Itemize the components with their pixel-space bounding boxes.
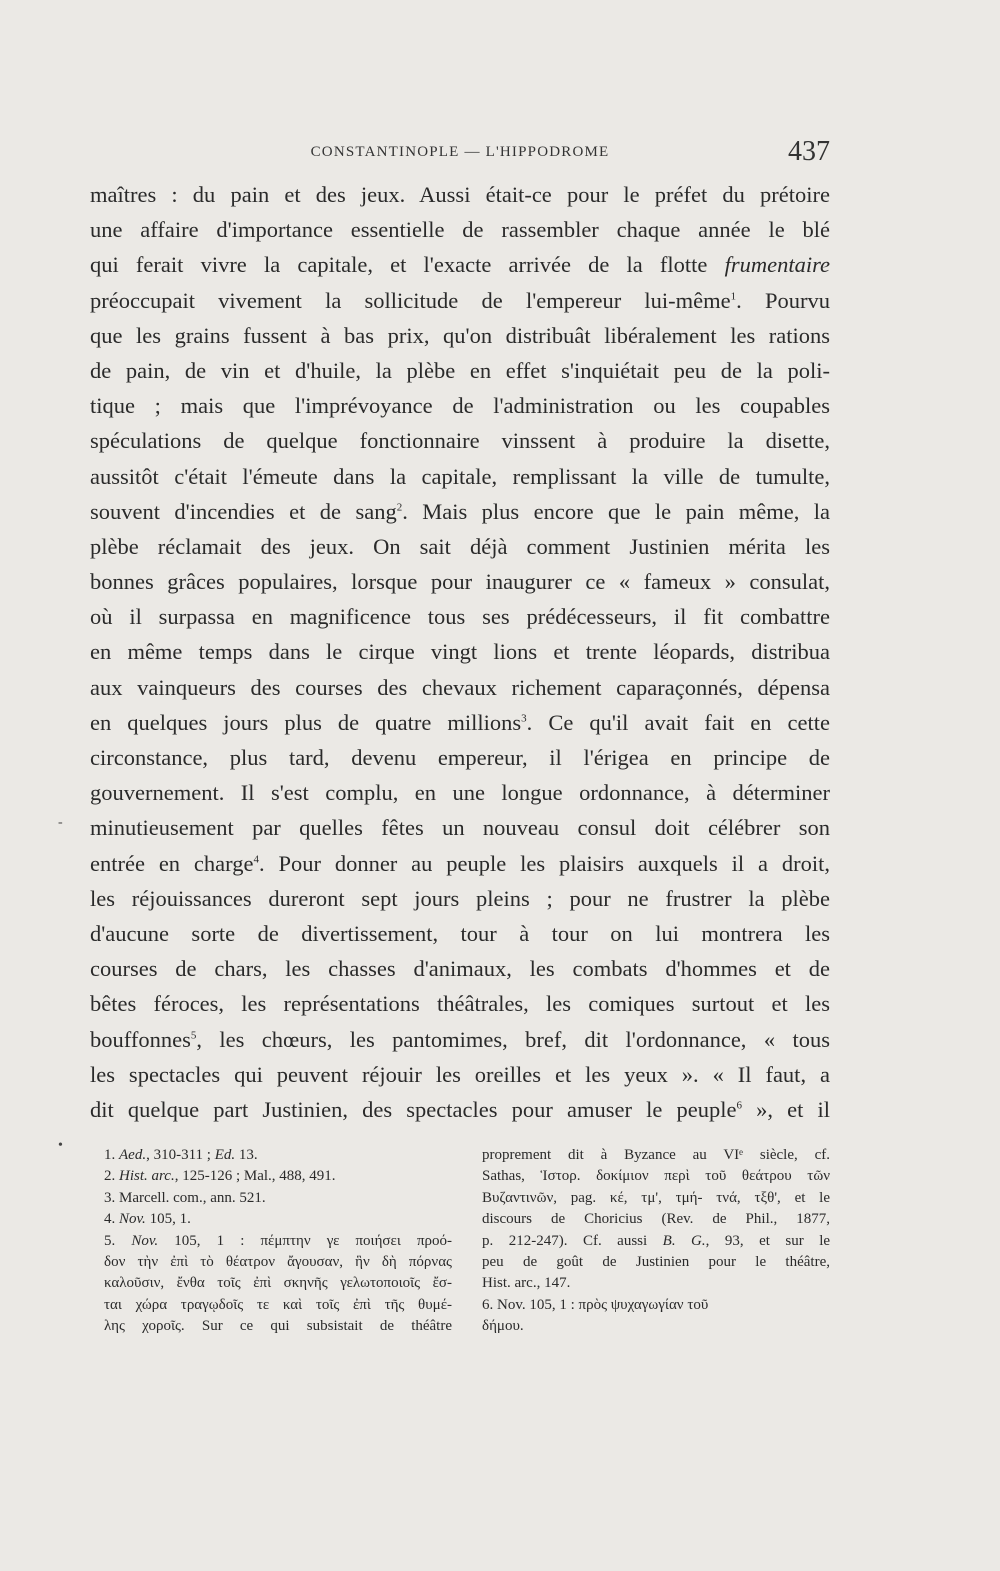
footnote-continuation: λης χοροῖς. Sur ce qui subsistait de théâtre (104, 1318, 452, 1335)
body-line: dit quelque part Justinien, des spectacles pour amuser le peuple$^6$ », et il (90, 1096, 831, 1122)
body-line: bonnes grâces populaires, lorsque pour inaugurer ce « fameux » consulat, (90, 569, 830, 595)
footnote-continuation: δον τὴν ἐπὶ τὸ θέατρον ἄγουσαν, ἣν δὴ πόρνας (104, 1253, 452, 1270)
body-line: les réjouissances dureront sept jours pleins ; pour ne frustrer la plèbe (90, 885, 830, 911)
body-line: entrée en charge$^4$. Pour donner au peuple les plaisirs auxquels il a droit, (90, 850, 830, 876)
note-ref: 2 (396, 501, 403, 514)
footnote-continuation: peu de goût de Justinien pour le théâtre, (482, 1253, 830, 1270)
footnote: 3. Marcell. com., ann. 521. (104, 1189, 266, 1206)
footnotes (90, 1145, 830, 1375)
margin-speck: • (58, 1138, 63, 1153)
body-line: plèbe réclamait des jeux. On sait déjà comment Justinien mérita les (90, 533, 830, 559)
body-line: circonstance, plus tard, devenu empereur, il l'érigea en principe de (90, 745, 830, 770)
body-line: de pain, de vin et d'huile, la plèbe en effet s'inquiétait peu de la poli- (90, 357, 830, 383)
footnote-continuation: Sathas, Ἱστορ. δοκίμιον περὶ τοῦ θεάτρου τῶν (482, 1168, 830, 1185)
footnote: 5. Nov. 105, 1 : πέμπτην γε ποιήσει προό- (104, 1232, 452, 1249)
footnotes-right-column (482, 1145, 830, 1338)
body-line: les spectacles qui peuvent réjouir les oreilles et les yeux ». « Il faut, a (90, 1061, 830, 1087)
body-line: que les grains fussent à bas prix, qu'on distribuât libéralement les rations (90, 322, 830, 348)
footnotes-left-column (104, 1145, 452, 1338)
footnote-continuation: δήμου. (482, 1318, 524, 1335)
body-line: en quelques jours plus de quatre millions$^3$. Ce qu'il avait fait en cette (90, 709, 830, 735)
body-line: qui ferait vivre la capitale, et l'exacte arrivée de la flotte frumentaire (90, 252, 831, 278)
body-line: tique ; mais que l'imprévoyance de l'administration ou les coupables (90, 393, 830, 419)
body-line: bêtes féroces, les représentations théâtrales, les comiques surtout et les (90, 991, 830, 1017)
body-line: une affaire d'importance essentielle de rassembler chaque année le blé (90, 217, 830, 243)
body-line: bouffonnes$^5$, les chœurs, les pantomimes, bref, dit l'ordonnance, « tous (90, 1026, 830, 1052)
note-ref: 1 (730, 290, 737, 303)
footnote-continuation: proprement dit à Byzance au VIᵉ siècle, cf. (482, 1147, 830, 1163)
body-line: minutieusement par quelles fêtes un nouveau consul doit célébrer son (90, 815, 830, 841)
margin-speck: - (58, 815, 63, 830)
footnote-continuation: Hist. arc., 147. (482, 1275, 571, 1292)
note-ref: 3 (521, 712, 527, 725)
footnote-continuation: discours de Choricius (Rev. de Phil., 1877, (482, 1211, 830, 1228)
footnote-continuation: καλοῦσιν, ἔνθα τοῖς ἐπὶ σκηνῆς γελωτοποιοῖς ἔσ- (104, 1275, 452, 1292)
body-line: où il surpassa en magnificence tous ses prédécesseurs, il fit combattre (90, 604, 830, 630)
page-number: 437 (788, 136, 830, 167)
footnote: 2. Hist. arc., 125-126 ; Mal., 488, 491. (104, 1168, 336, 1185)
footnote: 4. Nov. 105, 1. (104, 1211, 191, 1228)
body-line: spéculations de quelque fonctionnaire vinssent à produire la disette, (90, 428, 830, 454)
footnote-continuation: Βυζαντινῶν, pag. κέ, τμ', τμή- τνά, τξθ', et le (482, 1189, 830, 1206)
footnote-continuation: ται χώρα τραγῳδοῖς τε καὶ τοῖς ἐπὶ τῆς θυμέ- (104, 1296, 452, 1313)
body-line: préoccupait vivement la sollicitude de l'empereur lui-même$^1$. Pourvu (90, 287, 830, 313)
body-line: aussitôt c'était l'émeute dans la capitale, remplissant la ville de tumulte, (90, 463, 830, 489)
note-ref: 5 (190, 1029, 197, 1041)
footnote-continuation: p. 212-247). Cf. aussi B. G., 93, et sur le (482, 1232, 831, 1249)
body-line: maîtres : du pain et des jeux. Aussi était-ce pour le préfet du prétoire (90, 182, 830, 207)
body-line: gouvernement. Il s'est complu, en une longue ordonnance, à déterminer (90, 780, 830, 806)
note-ref: 4 (253, 853, 259, 866)
body-line: aux vainqueurs des courses des chevaux richement caparaçonnés, dépensa (90, 674, 830, 700)
body-line: courses de chars, les chasses d'animaux, les combats d'hommes et de (90, 956, 830, 982)
body-line: en même temps dans le cirque vingt lions et trente léopards, distribua (90, 639, 830, 665)
running-head (90, 136, 830, 170)
body-text (90, 177, 830, 1127)
italic-word: frumentaire (724, 252, 831, 278)
body-line: souvent d'incendies et de sang$^2$. Mais plus encore que le pain même, la (90, 498, 831, 524)
running-title: CONSTANTINOPLE — L'HIPPODROME (310, 144, 610, 160)
body-line: d'aucune sorte de divertissement, tour à tour on lui montrera les (90, 920, 830, 946)
footnote: 1. Aed., 310-311 ; Ed. 13. (104, 1147, 258, 1163)
note-ref: 6 (736, 1099, 742, 1112)
footnote: 6. Nov. 105, 1 : πρὸς ψυχαγωγίαν τοῦ (482, 1296, 709, 1313)
